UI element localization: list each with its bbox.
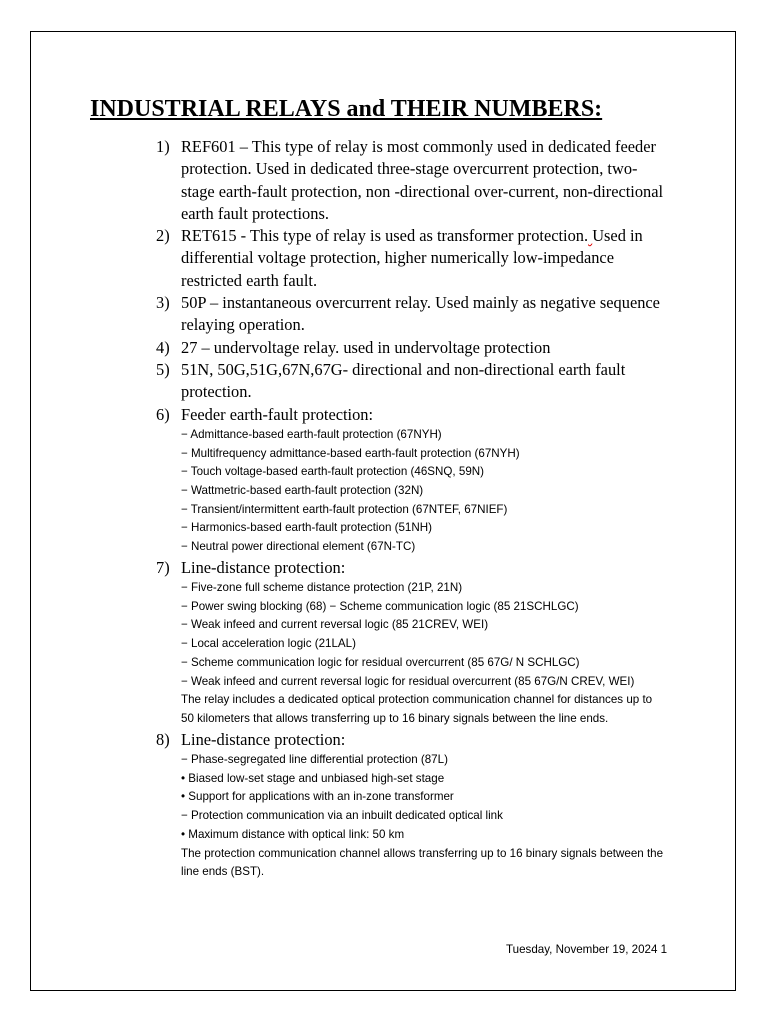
sub-item: − Protection communication via an inbuilt dedicated optical link <box>181 809 503 823</box>
sub-item: − Neutral power directional element (67N-TC) <box>181 540 416 554</box>
item-number: 8) <box>156 729 170 749</box>
list-item-1 <box>154 136 664 225</box>
sub-item: − Touch voltage-based earth-fault protection (46SNQ, 59N) <box>181 465 485 479</box>
item-text: 50P – instantaneous overcurrent relay. Used mainly as negative sequence relaying operation. <box>181 293 660 335</box>
sub-item: − Power swing blocking (68) − Scheme communication logic (85 21SCHLGC) <box>181 599 579 613</box>
item-number: 7) <box>156 557 170 577</box>
sub-item: • Maximum distance with optical link: 50 km <box>181 827 405 841</box>
item-paragraph: The protection communication channel allows transferring up to 16 binary signals between the line ends (BST). <box>181 846 664 879</box>
list-item-2 <box>154 225 664 292</box>
sub-item: − Multifrequency admittance-based earth-fault protection (67NYH) <box>181 446 520 460</box>
item-paragraph: The relay includes a dedicated optical protection communication channel for distances up to 50 kilometers that allows transferring up to 16 binary signals between the line ends. <box>181 693 653 725</box>
sub-item: − Five-zone full scheme distance protection (21P, 21N) <box>181 581 463 595</box>
sub-item: − Scheme communication logic for residual overcurrent (85 67G/ N SCHLGC) <box>181 655 580 669</box>
item-number: 5) <box>156 359 170 379</box>
list-item-7 <box>154 557 664 729</box>
list-item-5 <box>154 359 664 404</box>
list-item-4 <box>154 337 664 359</box>
sub-item: − Harmonics-based earth-fault protection (51NH) <box>181 521 432 535</box>
page-footer: Tuesday, November 19, 2024 1 <box>506 943 668 956</box>
sub-list <box>181 426 664 557</box>
item-number: 4) <box>156 337 170 357</box>
list-item-8 <box>154 729 664 882</box>
sub-item: − Local acceleration logic (21LAL) <box>181 637 356 651</box>
page-title: INDUSTRIAL RELAYS and THEIR NUMBERS: <box>90 96 603 122</box>
item-text-part: RET615 - This type of relay is used as transformer protection. <box>181 226 589 246</box>
sub-list <box>181 579 664 729</box>
sub-item: − Wattmetric-based earth-fault protection (32N) <box>181 483 424 497</box>
sub-item: − Admittance-based earth-fault protection (67NYH) <box>181 427 442 441</box>
item-number: 1) <box>156 137 170 156</box>
item-text: Line-distance protection: <box>181 557 346 577</box>
item-text: Line-distance protection: <box>181 729 346 749</box>
item-text: REF601 – This type of relay is most commonly used in dedicated feeder protection. Used in dedicated three-stage overcurrent protection, two-stage earth-fault protection, non -directional over-current, non-directional earth fault protections. <box>181 137 664 223</box>
item-text: 51N, 50G,51G,67N,67G- directional and non-directional earth fault protection. <box>181 359 626 402</box>
sub-item: • Support for applications with an in-zone transformer <box>181 790 454 804</box>
sub-item: • Biased low-set stage and unbiased high-set stage <box>181 771 445 785</box>
item-text: 27 – undervoltage relay. used in undervoltage protection <box>181 337 551 357</box>
sub-list <box>181 751 664 882</box>
relay-list <box>154 136 664 882</box>
item-number: 2) <box>156 226 170 246</box>
list-item-6 <box>154 404 664 557</box>
sub-item: − Weak infeed and current reversal logic for residual overcurrent (85 67G/N CREV, WEI) <box>181 674 635 688</box>
item-text: Feeder earth-fault protection: <box>181 404 374 424</box>
sub-item: − Transient/intermittent earth-fault protection (67NTEF, 67NIEF) <box>181 502 508 516</box>
item-text <box>181 225 664 292</box>
item-text-part: Used in differential voltage protection, higher numerically low-impedance restricted earth fault. <box>181 226 643 290</box>
list-item-3 <box>154 292 664 337</box>
item-number: 3) <box>156 293 170 313</box>
item-number: 6) <box>156 404 170 424</box>
sub-item: − Weak infeed and current reversal logic (85 21CREV, WEI) <box>181 618 489 632</box>
sub-item: − Phase-segregated line differential protection (87L) <box>181 753 448 766</box>
